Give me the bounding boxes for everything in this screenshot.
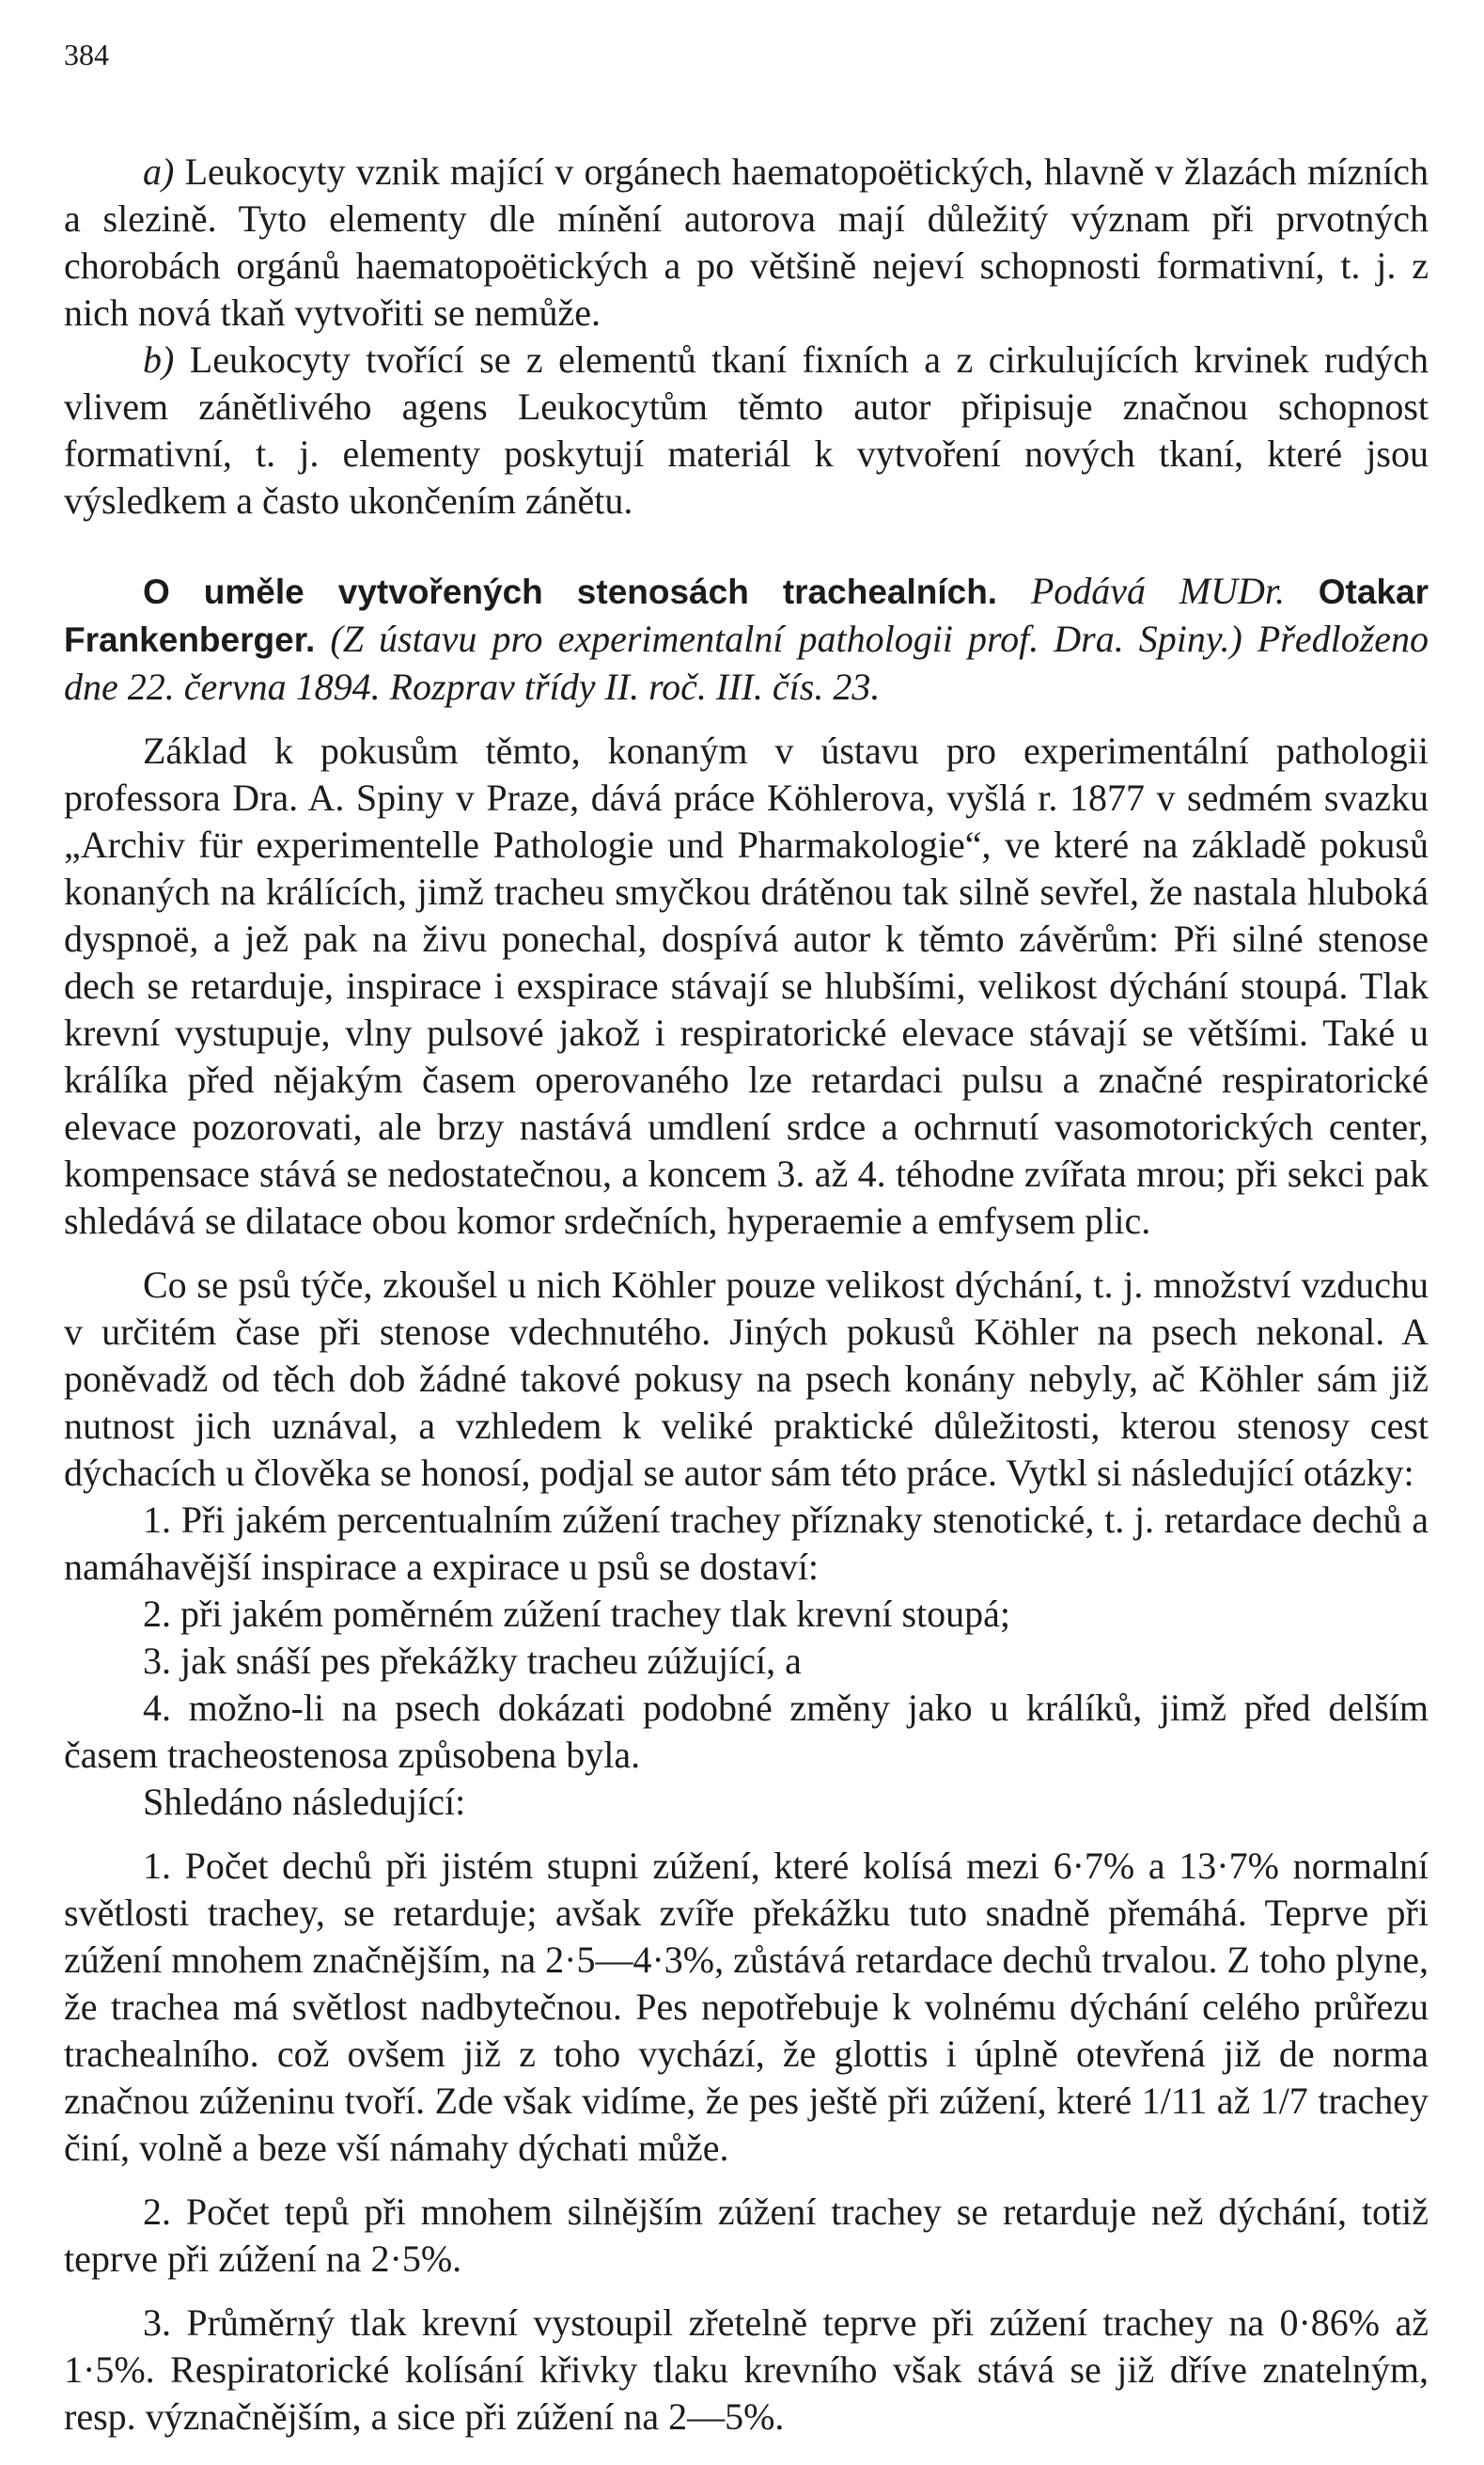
article-header (64, 568, 1429, 711)
paragraph-a (64, 149, 1429, 337)
page (64, 38, 1429, 2441)
question-1: 1. Při jakém percentualním zúžení trachey příznaky stenotické, t. j. retardace dechů a namáhavější inspirace a expirace u psů se dostaví: (64, 1499, 1429, 1588)
submission-note: Předloženo dne 22. června 1894. Rozprav třídy II. roč. III. čís. 23. (64, 618, 1429, 708)
intro-paragraph: Základ k pokusům těmto, konaným v ústavu pro experimentální pathologii professora Dra. A. Spiny v Praze, dává práce Köhlerova, vyšlá r. 1877 v sedmém svazku „Archiv für experimentelle Pathologie und Pharmakologie“, ve které na základě pokusů konaných na králících, jimž tracheu smyčkou drátěnou tak silně sevřel, že nastala hluboká dyspnoë, a jež pak na živu ponechal, dospívá autor k těmto závěrům: Při silné stenose dech se retarduje, inspirace i exspirace stávají se hlubšími, velikost dýchání stoupá. Tlak krevní vystupuje, vlny pulsové jakož i respiratorické elevace stávají se většími. Také u králíka před nějakým časem operovaného lze retardaci pulsu a značné respiratorické elevace pozorovati, ale brzy nastává umdlení srdce a ochrnutí vasomotorických center, kompensace stává se nedostatečnou, a koncem 3. až 4. téhodne zvířata mrou; při sekci pak shledává se dilatace obou komor srdečních, hyperaemie a emfysem plic. (64, 730, 1429, 1242)
article-title: O uměle vytvořených stenosách trachealních. (143, 573, 998, 611)
findings-intro: Shledáno následující: (143, 1781, 466, 1823)
marker-a: a) (143, 150, 175, 193)
paragraph-b (64, 337, 1429, 525)
paragraph-a-text: Leukocyty vznik mající v orgánech haematopoëtických, hlavně v žlazách mízních a slezině. Tyto elementy dle mínění autorova mají důležitý význam při prvotných chorobách orgánů haematopoëtických a po většině nejeví schopnosti formativní, t. j. z nich nová tkaň vytvořiti se nemůže. (64, 150, 1429, 334)
marker-b: b) (143, 338, 175, 381)
affiliation: (Z ústavu pro experimentalní pathologii prof. Dra. Spiny.) (330, 618, 1242, 660)
dogs-paragraph: Co se psů týče, zkoušel u nich Köhler pouze velikost dýchání, t. j. množství vzduchu v určitém čase při stenose vdechnutého. Jiných pokusů Köhler na psech nekonal. A poněvadž od těch dob žádné takové pokusy na psech konány nebyly, ač Köhler sám již nutnost jich uznával, a vzhledem k veliké praktické důležitosti, kterou stenosy cest dýchacích u člověka se honosí, podjal se autor sám této práce. Vytkl si následující otázky: (64, 1264, 1429, 1494)
paragraph-b-text: Leukocyty tvořící se z elementů tkaní fixních a z cirkulujících krvinek rudých vlivem zánětlivého agens Leukocytům těmto autor připisuje značnou schopnost formativní, t. j. elementy poskytují materiál k vytvoření nových tkaní, které jsou výsledkem a často ukončením zánětu. (64, 338, 1429, 522)
finding-3: 3. Průměrný tlak krevní vystoupil zřetelně teprve při zúžení trachey na 0·86% až 1·5%. Respiratorické kolísání křivky tlaku krevního však stává se již dříve znatelným, resp. význačnějším, a sice při zúžení na 2—5%. (64, 2301, 1429, 2438)
question-2: 2. při jakém poměrném zúžení trachey tlak krevní stoupá; (143, 1593, 1011, 1635)
finding-2: 2. Počet tepů při mnohem silnějším zúžení trachey se retarduje než dýchání, totiž teprve při zúžení na 2·5%. (64, 2190, 1429, 2280)
page-number: 384 (64, 38, 109, 71)
question-3: 3. jak snáší pes překážky tracheu zúžující, a (143, 1640, 802, 1682)
question-4: 4. možno-li na psech dokázati podobné změny jako u králíků, jimž před delším časem tracheostenosa způsobena byla. (64, 1687, 1429, 1776)
author-name: Otakar Frankenberger. (64, 573, 1429, 659)
finding-1: 1. Počet dechů při jistém stupni zúžení, které kolísá mezi 6·7% a 13·7% normalní světlosti trachey, se retarduje; avšak zvíře překážku tuto snadně přemáhá. Teprve při zúžení mnohem značnějším, na 2·5—4·3%, zůstává retardace dechů trvalou. Z toho plyne, že trachea má světlost nadbytečnou. Pes nepotřebuje k volnému dýchání celého průřezu trachealního. což ovšem již z toho vychází, že glottis i úplně otevřená již de norma značnou zúženinu tvoří. Zde však vidíme, že pes ještě při zúžení, které 1/11 až 1/7 trachey činí, volně a beze vší námahy dýchati může. (64, 1845, 1429, 2169)
author-prefix: Podává MUDr. (1030, 570, 1286, 612)
